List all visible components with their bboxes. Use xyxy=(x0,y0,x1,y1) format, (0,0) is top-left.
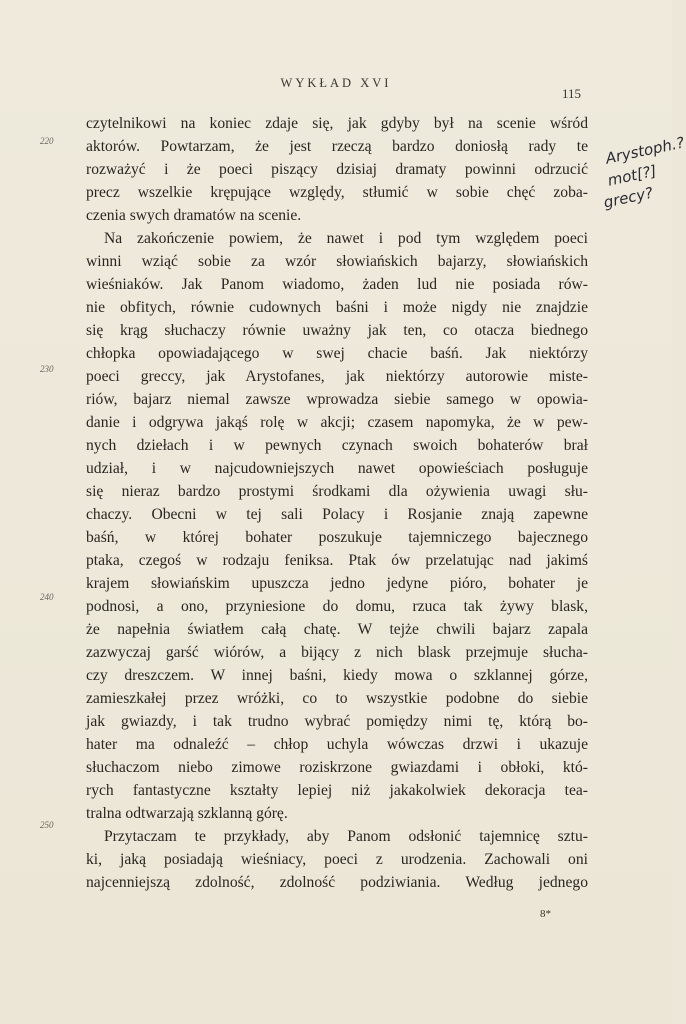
text-line: krajem słowiańskim upuszcza jedno jedyne pióro, bohater je xyxy=(86,575,588,592)
text-line: Na zakończenie powiem, że nawet i pod tym względem poeci xyxy=(104,230,588,247)
margin-line-number: 240 xyxy=(40,592,54,602)
text-line: danie i odgrywa jakąś rolę w akcji; czasem napomyka, że w pew- xyxy=(86,414,588,431)
handwritten-note: grecy? xyxy=(602,183,655,212)
running-title: WYKŁAD XVI xyxy=(280,76,392,90)
text-line: tralna odtwarzają szklanną górę. xyxy=(86,805,288,822)
text-line: hater ma odnaleźć – chłop uchyla wówczas drzwi i ukazuje xyxy=(86,736,588,753)
text-line: ptaka, czegoś w rodzaju feniksa. Ptak ów przelatując nad jakimś xyxy=(86,552,588,569)
text-line: riów, bajarz niemal zawsze wprowadza siebie samego w opowia- xyxy=(86,391,588,408)
text-line: czytelnikowi na koniec zdaje się, jak gdyby był na scenie wśród xyxy=(86,115,588,132)
text-line: wieśniaków. Jak Panom wiadomo, żaden lud nie posiada rów- xyxy=(86,276,588,293)
text-line: udział, i w najcudowniejszych nawet opowieściach posługuje xyxy=(86,460,588,477)
text-line: czenia swych dramatów na scenie. xyxy=(86,207,302,224)
text-line: chaczy. Obecni w tej sali Polacy i Rosjanie znają zapewne xyxy=(86,506,588,523)
text-line: poeci greccy, jak Arystofanes, jak niektórzy autorowie miste- xyxy=(86,368,588,385)
margin-line-number: 230 xyxy=(40,364,54,374)
text-line: zazwyczaj garść wiórów, a bijący z nich blask przejmuje słucha- xyxy=(86,644,588,661)
text-line: najcenniejszą zdolność, zdolność podziwiania. Według jednego xyxy=(86,874,588,891)
margin-line-number: 220 xyxy=(40,136,54,146)
text-line: baśń, w której bohater poszukuje tajemniczego bajecznego xyxy=(86,529,588,546)
text-line: nie obfitych, równie cudownych baśni i może nigdy nie znajdzie xyxy=(86,299,588,316)
handwritten-note: mot[?] xyxy=(606,161,659,190)
text-line: chłopka opowiadającego w swej chacie baśń. Jak niektórzy xyxy=(86,345,588,362)
text-line: jak gwiazdy, i tak trudno wybrać pomiędzy nimi tę, którą bo- xyxy=(86,713,588,730)
text-line: winni wziąć sobie za wzór słowiańskich bajarzy, słowiańskich xyxy=(86,253,588,270)
text-line: rozważyć i że poeci piszący dzisiaj dramaty powinni odrzucić xyxy=(86,161,588,178)
text-line: się krąg słuchaczy równie uważny jak ten, co otacza biednego xyxy=(86,322,588,339)
text-line: zamieszkałej przez wróżki, co to wszystkie podobne do siebie xyxy=(86,690,588,707)
margin-line-number: 250 xyxy=(40,820,54,830)
handwritten-note: Arystoph.? xyxy=(604,133,686,168)
signature-mark: 8* xyxy=(540,908,551,920)
text-line: rych fantastyczne kształty lepiej niż jakakolwiek dekoracja tea- xyxy=(86,782,588,799)
text-line: Przytaczam te przykłady, aby Panom odsłonić tajemnicę sztu- xyxy=(104,828,588,845)
text-line: słuchaczom niebo zimowe roziskrzone gwiazdami i obłoki, któ- xyxy=(86,759,588,776)
text-line: się nieraz bardzo prostymi środkami dla ożywienia uwagi słu- xyxy=(86,483,588,500)
text-line: że napełnia światłem całą chatę. W tejże chwili bajarz zapala xyxy=(86,621,588,638)
text-line: precz wszelkie krępujące względy, stłumić w sobie chęć zoba- xyxy=(86,184,588,201)
text-line: podnosi, a ono, przyniesione do domu, rzuca tak żywy blask, xyxy=(86,598,588,615)
text-line: czy dreszczem. W innej baśni, kiedy mowa o szklannej górze, xyxy=(86,667,588,684)
text-line: nych dziełach i w pewnych czynach swoich bohaterów brał xyxy=(86,437,588,454)
page-number: 115 xyxy=(562,86,582,101)
text-line: ki, jaką posiadają wieśniacy, poeci z urodzenia. Zachowali oni xyxy=(86,851,588,868)
text-line: aktorów. Powtarzam, że jest rzeczą bardzo doniosłą rady te xyxy=(86,138,588,155)
